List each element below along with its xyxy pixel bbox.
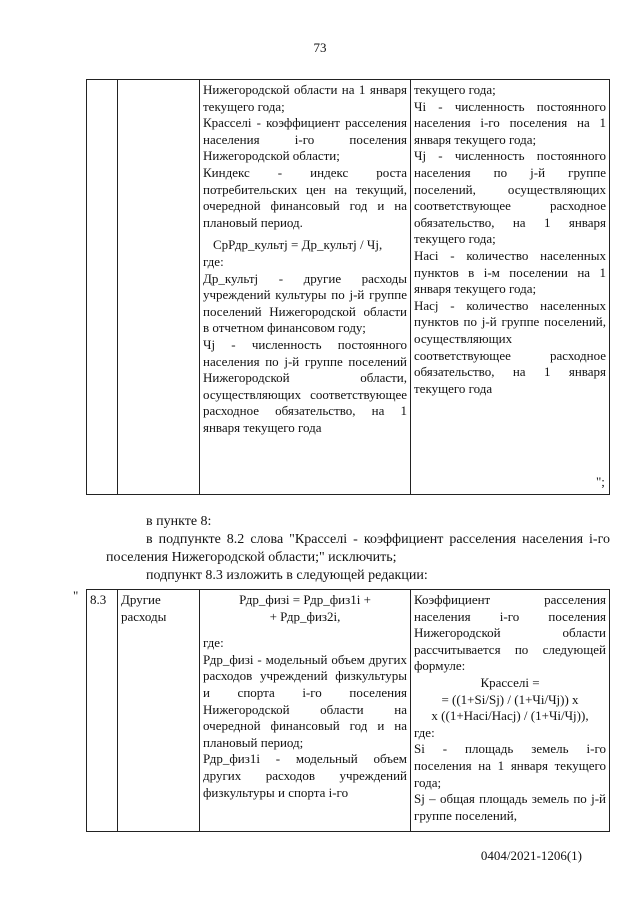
text-line: где: xyxy=(414,724,435,740)
table-row xyxy=(87,80,610,495)
table2-cell-name xyxy=(118,590,200,832)
text-line: Нижегородской области на 1 января текущего года; xyxy=(203,82,407,114)
paragraph-subitem-8-2: в подпункте 8.2 слова "Красселi - коэффициент расселения населения i-го поселения Нижегородской области;" исключить; xyxy=(106,532,610,565)
table2-cell-num xyxy=(87,590,118,832)
text-line: где: xyxy=(203,635,224,651)
formula-line: Рдр_физi = Рдр_физ1i + + Рдр_физ2i, xyxy=(239,592,371,624)
text-line: Sj – общая площадь земель по j-й группе поселений, xyxy=(414,791,606,823)
text-line: Др_культj - другие расходы учреждений культуры по j-й группе поселений Нижегородской области в отчетном финансовом году; xyxy=(203,270,407,336)
text-line: текущего года; xyxy=(414,82,496,97)
formula-line: Красселi = = ((1+Si/Sj) / (1+Чi/Чj)) x x ((1+Насi/Насj) / (1+Чi/Чj)), xyxy=(431,674,589,724)
document-code: 0404/2021-1206(1) xyxy=(480,848,582,863)
paragraph-subitem-8-3: подпункт 8.3 изложить в следующей редакции: xyxy=(146,568,428,583)
text-line: Si - площадь земель i-го поселения на 1 января текущего года; xyxy=(414,741,606,790)
text-line: Насj - количество населенных пунктов по j-й группе поселений, осуществляющих соответствующее расходное обязательство, на 1 января текущего года xyxy=(414,297,606,396)
text-line: Киндекс - индекс роста потребительских цен на текущий, очередной финансовый год и на плановый период. xyxy=(203,164,407,230)
text-line: Красселi - коэффициент расселения населения i-го поселения Нижегородской области; xyxy=(203,115,407,164)
text-line: где: xyxy=(203,253,224,269)
table1-cell-formula xyxy=(200,80,411,495)
closing-quote: "; xyxy=(596,474,605,489)
text-line: Чi - численность постоянного населения i-го поселения на 1 января текущего года; xyxy=(414,98,606,147)
text-line: Чj - численность постоянного населения по j-й группе поселений, осуществляющих соответствующее расходное обязательство, на 1 января текущего года; xyxy=(414,148,606,247)
table-row xyxy=(87,590,610,832)
formula-line: СрРдр_культj = Др_культj / Чj, xyxy=(213,237,383,253)
table2-cell-formula xyxy=(200,590,411,832)
page-number: 73 xyxy=(313,40,327,55)
text-line: Чj - численность постоянного населения по j-й группе поселений Нижегородской области, осуществляющих соответствующее расходное обязательство, на 1 января текущего года xyxy=(203,336,407,435)
opening-quote: " xyxy=(73,588,79,603)
text-line: Рдр_физi - модельный объем других расходов учреждений физкультуры и спорта i-го поселения Нижегородской области на очередной финансовый год и на плановый период; xyxy=(203,651,407,750)
text-line: Коэффициент расселения населения i-го поселения Нижегородской области рассчитывается по следующей формуле: xyxy=(414,592,606,674)
table1-cell-description xyxy=(411,80,610,495)
table1-cell-num xyxy=(87,80,118,495)
table2-cell-description xyxy=(411,590,610,832)
text-line: Насi - количество населенных пунктов в i-м поселении на 1 января текущего года; xyxy=(414,247,606,297)
text-line: Рдр_физ1i - модельный объем других расходов учреждений физкультуры и спорта i-го xyxy=(203,751,407,800)
table-continuation xyxy=(86,79,610,495)
table-new-edition xyxy=(86,589,610,832)
row-number: 8.3 xyxy=(90,592,107,607)
paragraph-item-8: в пункте 8: xyxy=(146,514,212,529)
table1-cell-name xyxy=(118,80,200,495)
expense-name: Другие расходы xyxy=(121,592,167,624)
